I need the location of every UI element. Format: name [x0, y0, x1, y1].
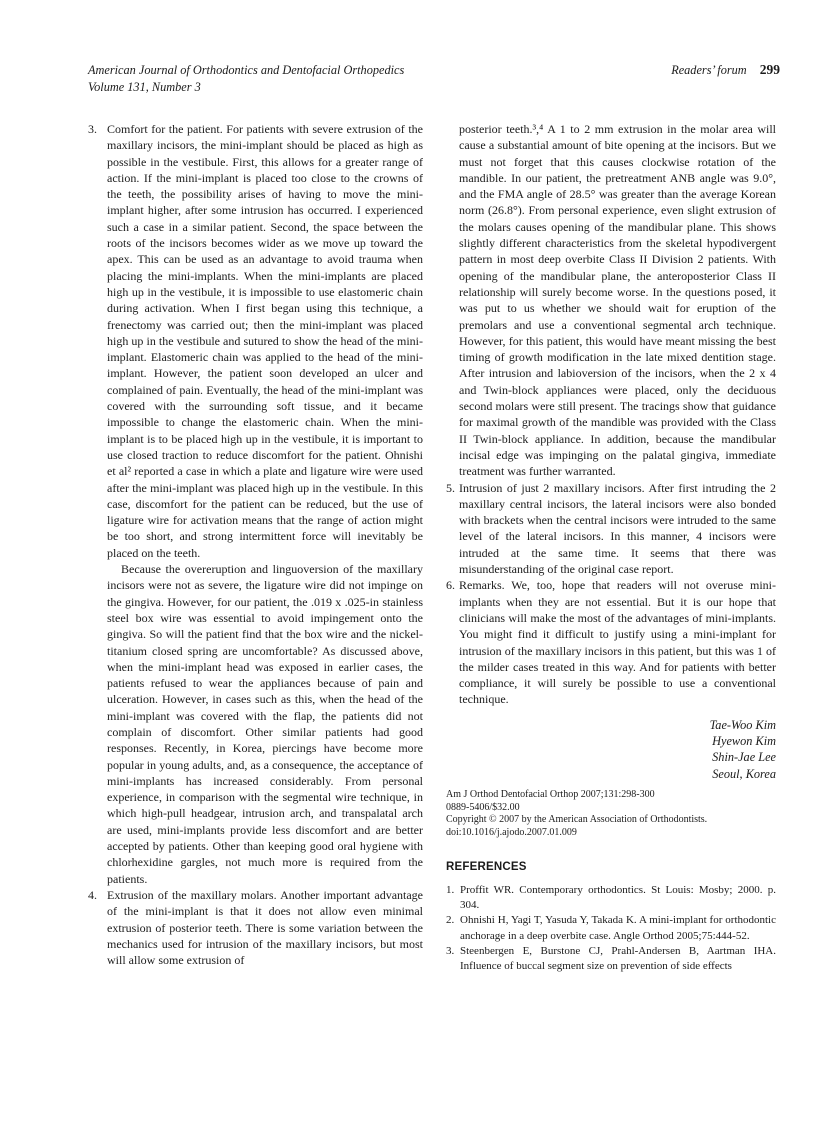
left-column: [88, 121, 423, 974]
author-location: Seoul, Korea: [712, 766, 776, 781]
item-3-paragraph-1: Comfort for the patient. For patients with severe extrusion of the maxillary incisors, the mini-implant should be placed as high as possible in the vestibule. First, this allows for a greater range of action. If the mini-implant is placed too close to the crowns of the teeth, the possibility arises of having to move the mini-implant higher, after some intrusion has occurred. I experienced such a case in a similar patient. Second, the space between the roots of the incisors becomes wider as we move up toward the apex. This can be used as an advantage to avoid trauma when placing the mini-implants. When the mini-implants are placed high up in the vestibule, it is impossible to use elastomeric chain during activation. When I first began using this technique, a frenectomy was carried out; then the mini-implant was placed high up in the vestibule and sutured to show the head of the mini-implant. Elastomeric chain was applied to the head of the mini-implant. However, the patient soon developed an ulcer and complained of pain. Eventually, the head of the mini-implant was covered with the surrounding soft tissue, and it became impossible to change the elastomeric chain. When the mini-implant is to be placed high up in the vestibule, it is important to use closed traction to reduce discomfort for the patient. Ohnishi et al² reported a case in which a plate and ligature wire were used after the mini-implant was placed high up in the vestibule. In this case, discomfort for the patient can be reduced, but the use of ligature wire for activation means that the range of action might be too short, and strong intermittent force will inevitably be placed on the teeth.: [107, 122, 423, 560]
reference-text: Ohnishi H, Yagi T, Yasuda Y, Takada K. A mini-implant for orthodontic anchorage in a deep overbite case. Angle Orthod 2005;75:444-52.: [460, 914, 776, 942]
list-item-4: [88, 887, 423, 968]
item-4-paragraph-1: Extrusion of the maxillary molars. Another important advantage of the mini-implant is that it does not allow even minimal extrusion of posterior teeth. There is some variation between the mechanics used for intrusion of the maxillary incisors, but most will allow some extrusion of: [107, 887, 423, 968]
page-number: 299: [759, 62, 780, 77]
reference-item: [446, 944, 776, 974]
reference-text: Proffit WR. Contemporary orthodontics. St Louis: Mosby; 2000. p. 304.: [460, 883, 776, 912]
journal-info: [88, 62, 404, 95]
item-6-paragraph-1: Remarks. We, too, hope that readers will not overuse mini-implants when they are not essential. But it is our hope that clinicians will make the most of the advantages of mini-implants. You might find it difficult to justify using a mini-implant for intrusion of the maxillary incisors in this patient, but this was 1 of the milder cases treated in this way. And for patients with better compliance, it will surely be possible to use a conventional technique.: [459, 578, 776, 707]
author-name: Shin-Jae Lee: [712, 750, 776, 765]
body-columns: [88, 121, 778, 974]
author-signature-block: [446, 717, 776, 782]
running-head: [671, 62, 780, 79]
reference-number: 2.: [446, 914, 455, 927]
item-4-number: 4.: [88, 887, 97, 902]
citation-block: [446, 789, 776, 840]
citation-line: 0889-5406/$32.00: [446, 801, 520, 813]
reference-item: [446, 913, 776, 943]
list-item-6: [446, 577, 776, 707]
journal-volume-number: Volume 131, Number 3: [88, 79, 201, 94]
author-name: Tae-Woo Kim: [709, 717, 776, 732]
list-item-5: [446, 480, 776, 578]
item-3-paragraph-2: Because the overeruption and linguoversion of the maxillary incisors were not as severe, the ligature wire did not impinge on the gingiva. However, for our patient, the .019 x .025-in stainless steel box wire was essential to avoid impingement onto the gingiva. So will the patient find that the box wire and the nickel-titanium closed spring are uncomfortable? As discussed above, when the mini-implant head was exposed in earlier cases, the patients refused to wear the appliances because of pain and ulceration. However, in cases such as this, when the head of the mini-implant was covered with the flap, the patients did not complain of discomfort. Other similar patients had good responses. Recently, in Korea, piercings have become more popular in young adults, and, as a consequence, the acceptance of mini-implants has increased considerably. From personal experience, in comparison with the segmental wire technique, in which high-pull headgear, intrusion arch, and transpalatal arch are used, mini-implants provide less discomfort and are better accepted by patients. Other than keeping good oral hygiene with chlorhexidine gargles, not much more is required from the patients.: [107, 562, 423, 886]
item-5-number: 5.: [446, 480, 455, 495]
reference-text: Steenbergen E, Burstone CJ, Prahl-Andersen B, Aartman IHA. Influence of buccal segment size on prevention of side effects: [460, 944, 776, 972]
page-header: [88, 62, 780, 95]
right-column: [446, 121, 776, 974]
item-6-number: 6.: [446, 578, 455, 593]
citation-doi: doi:10.1016/j.ajodo.2007.01.009: [446, 826, 577, 838]
item-4-continuation: posterior teeth.³,⁴ A 1 to 2 mm extrusion in the molar area will cause a substantial amount of bite opening at the incisors. But we must not forget that this causes clockwise rotation of the mandible. In our patient, the pretreatment ANB angle was 9.0°, and the FMA angle of 28.5° was greater than the average Korean norm (26.8°). From personal experience, even slight extrusion of the molars causes opening of the mandibular plane. This shows slightly different characteristics from the skeletal hypodivergent pattern in most deep overbite Class II Division 2 patients. With opening of the mandibular plane, the anteroposterior Class II relationship will surely become worse. In the questions posed, it was put to us whether we should wait for eruption of the premolars and use a conventional segmental arch technique. However, for this patient, this would have meant missing the best timing of growth modification in the late mixed dentition stage. After intrusion and labioversion of the incisors, when the 2 x 4 and Twin-block appliances were placed, only the deciduous second molars were still present. The tracings show that guidance for maximal growth of the mandible was provided with the Class II Twin-block appliance. In addition, because the mandibular incisal edge was impinging on the palatal gingiva, immediate treatment was further warranted.: [459, 122, 776, 479]
citation-line: Am J Orthod Dentofacial Orthop 2007;131:298-300: [446, 788, 655, 800]
item-3-number: 3.: [88, 122, 97, 136]
author-name: Hyewon Kim: [712, 733, 776, 748]
item-5-paragraph-1: Intrusion of just 2 maxillary incisors. After first intruding the 2 maxillary central incisors, the lateral incisors were also bonded with brackets when the central incisors were intruded to the same level of the lateral incisors. In this manner, 4 incisors were intruded at the same time. It seems that there was misunderstanding of the original case report.: [459, 480, 776, 577]
section-name: Readers’ forum: [671, 63, 747, 77]
reference-number: 3.: [446, 944, 455, 957]
list-item-3: [88, 121, 423, 887]
reference-item: [446, 883, 776, 913]
references-heading: REFERENCES: [446, 860, 527, 873]
references-list: [446, 883, 776, 974]
journal-title: American Journal of Orthodontics and Dentofacial Orthopedics: [88, 63, 405, 77]
reference-number: 1.: [446, 883, 455, 896]
citation-line: Copyright © 2007 by the American Association of Orthodontists.: [446, 814, 708, 826]
